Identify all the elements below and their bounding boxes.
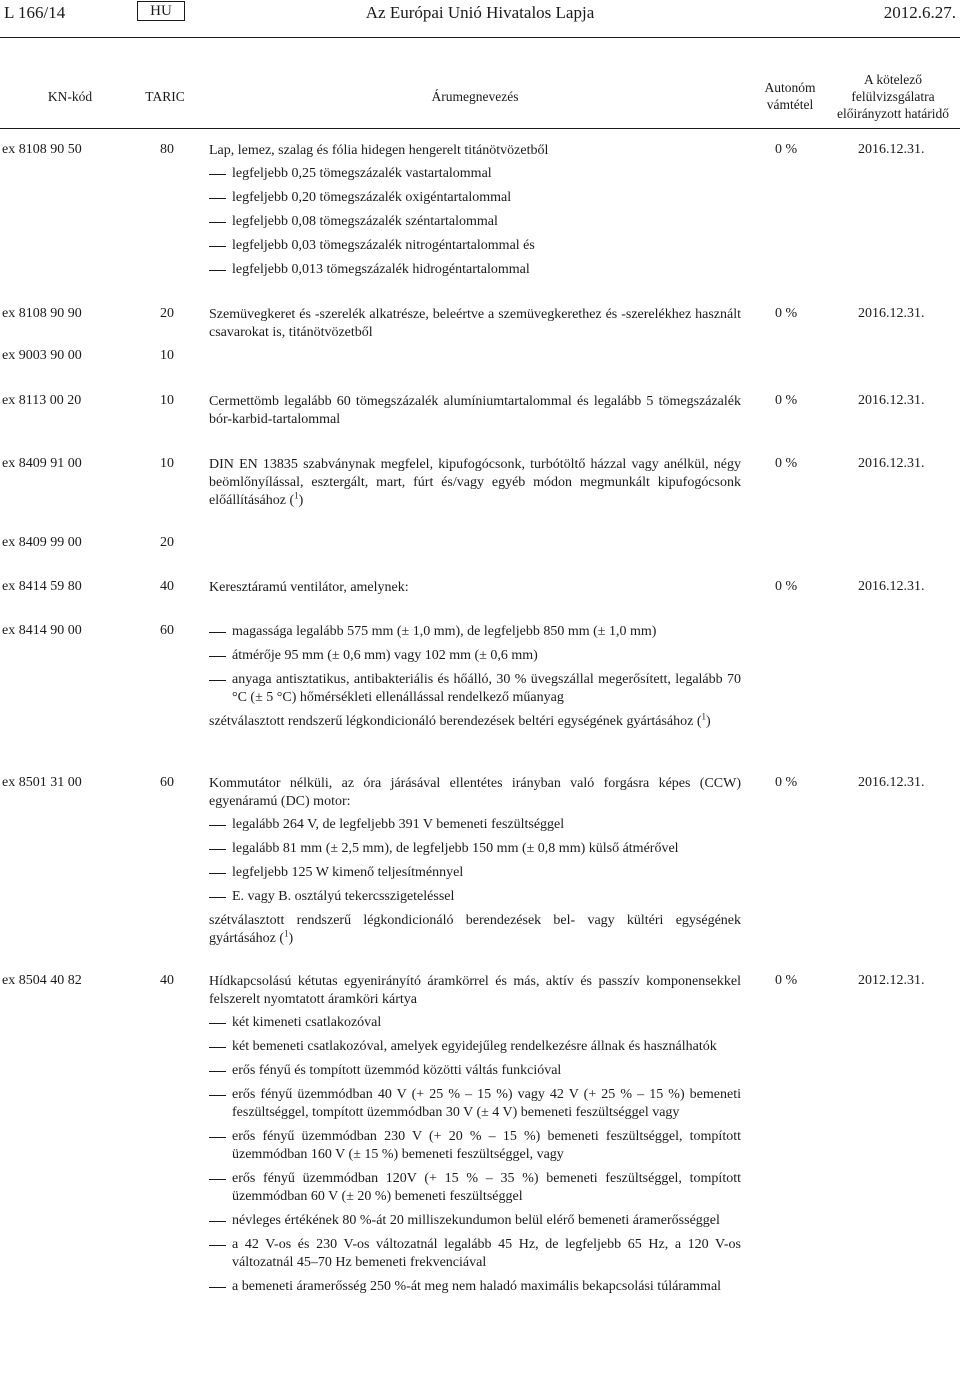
- list-item-text: névleges értékének 80 %-át 20 milliszekundumon belül elérő bemeneti áramerősséggel: [232, 1213, 720, 1228]
- list-item-text: átmérője 95 mm (± 0,6 mm) vagy 102 mm (± 0,6 mm): [232, 648, 538, 663]
- duty-rate: 0 %: [775, 306, 798, 321]
- dash-marker: [209, 1179, 226, 1180]
- dash-marker: [209, 825, 226, 826]
- list-item: [209, 1212, 741, 1230]
- duty-rate: 0 %: [775, 393, 798, 408]
- footnote-ref: 1: [701, 711, 707, 722]
- list-item: [209, 1170, 741, 1206]
- review-date: 2012.12.31.: [858, 973, 925, 988]
- dash-marker: [209, 873, 226, 874]
- list-item-text: a bemeneti áramerősség 250 %-át meg nem haladó maximális bekapcsolási túlárammal: [232, 1279, 722, 1294]
- publication-date: 2012.6.27.: [883, 3, 956, 22]
- list-item-text: legfeljebb 0,20 tömegszázalék oxigéntartalommal: [232, 190, 512, 205]
- kn-code: ex 8113 00 20: [2, 393, 82, 408]
- list-item-text: legalább 264 V, de legfeljebb 391 V bemeneti feszültséggel: [232, 817, 565, 832]
- dash-marker: [209, 174, 226, 175]
- description-text: Cermettömb legalább 60 tömegszázalék alumíniumtartalommal és legalább 5 tömegszázalék bór-karbid-tartalommal: [209, 394, 741, 427]
- list-item-text: két kimeneti csatlakozóval: [232, 1015, 382, 1030]
- description-text: [209, 912, 741, 948]
- list-item: [209, 671, 741, 707]
- dash-marker: [209, 270, 226, 271]
- kn-code: ex 8108 90 50: [2, 142, 82, 157]
- goods-description: [209, 306, 741, 347]
- duty-rate: 0 %: [775, 456, 798, 471]
- taric-code: 40: [160, 579, 174, 594]
- description-text-body: szétválasztott rendszerű légkondicionáló berendezések bel- vagy kültéri egységének gyártásához (: [209, 913, 741, 946]
- duty-rate: 0 %: [775, 973, 798, 988]
- taric-code: 20: [160, 535, 174, 550]
- dash-marker: [209, 1047, 226, 1048]
- kn-code: ex 8409 91 00: [2, 456, 82, 471]
- kn-code: ex 8414 59 80: [2, 579, 82, 594]
- list-item-text: erős fényű üzemmódban 120V (+ 15 % – 35 %) bemeneti feszültséggel, tompított üzemmódban 60 V (± 20 %) bemeneti feszültséggel: [232, 1171, 741, 1204]
- review-date: 2016.12.31.: [858, 306, 925, 321]
- taric-code: 10: [160, 456, 174, 471]
- list-item: [209, 840, 741, 858]
- page-header: [0, 0, 960, 26]
- dash-marker: [209, 656, 226, 657]
- list-item-text: a 42 V-os és 230 V-os változatnál legalább 45 Hz, de legfeljebb 65 Hz, a 120 V-os változatnál 45–70 Hz bemeneti frekvenciával: [232, 1237, 741, 1270]
- review-header-line: előirányzott határidő: [836, 106, 950, 121]
- list-item-text: anyaga antisztatikus, antibakteriális és hőálló, 30 % üvegszállal megerősített, legalább 70 °C (± 5 °C) hőmérsékleti ellenállással rendelkező műanyag: [232, 672, 741, 705]
- list-item-text: legfeljebb 125 W kimenő teljesítménnyel: [232, 865, 464, 880]
- list-item: [209, 165, 741, 183]
- description-text: [209, 713, 741, 731]
- list-item: [209, 261, 741, 279]
- goods-description: [209, 623, 741, 736]
- dash-marker: [209, 680, 226, 681]
- review-date: 2016.12.31.: [858, 142, 925, 157]
- list-item: [209, 1038, 741, 1056]
- taric-code: 80: [160, 142, 174, 157]
- taric-code: 40: [160, 973, 174, 988]
- description-text-body: szétválasztott rendszerű légkondicionáló berendezések beltéri egységének gyártásához (: [209, 714, 702, 729]
- list-item-text: legfeljebb 0,08 tömegszázalék széntartalommal: [232, 214, 498, 229]
- column-header-review-date: [828, 71, 958, 122]
- dash-marker: [209, 1245, 226, 1246]
- list-item: [209, 237, 741, 255]
- footnote-ref: 1: [294, 490, 299, 501]
- kn-code: ex 8414 90 00: [2, 623, 82, 638]
- review-header-line: A kötelező: [863, 72, 923, 87]
- table-top-rule: [0, 37, 960, 38]
- description-text: Lap, lemez, szalag és fólia hidegen hengerelt titánötvözetből: [209, 143, 549, 158]
- list-item-text: E. vagy B. osztályú tekercsszigeteléssel: [232, 889, 455, 904]
- review-date: 2016.12.31.: [858, 393, 925, 408]
- description-text: Szemüvegkeret és -szerelék alkatrésze, beleértve a szemüvegkerethez és -szerelékhez használt csavarokat is, titánötvözetből: [209, 307, 741, 340]
- goods-description: [209, 579, 741, 602]
- dash-marker: [209, 897, 226, 898]
- list-item-text: erős fényű üzemmódban 40 V (+ 25 % – 15 %) vagy 42 V (+ 25 % – 15 %) bemeneti feszültséggel, tompított üzemmódban 30 V (± 4 V) bemeneti feszültséggel vagy: [232, 1087, 741, 1120]
- goods-description: [209, 973, 741, 1302]
- goods-description: [209, 775, 741, 953]
- page-reference: L 166/14: [4, 3, 66, 22]
- list-item: [209, 1128, 741, 1164]
- taric-code: 20: [160, 306, 174, 321]
- dash-marker: [209, 1137, 226, 1138]
- taric-code: 10: [160, 393, 174, 408]
- taric-code: 10: [160, 348, 174, 363]
- column-header-description: Árumegnevezés: [431, 89, 519, 104]
- description-text-end: ): [288, 931, 294, 946]
- journal-title: Az Európai Unió Hivatalos Lapja: [365, 3, 595, 22]
- column-header-rate: [750, 79, 830, 113]
- goods-description: [209, 142, 741, 285]
- kn-code: ex 8409 99 00: [2, 535, 82, 550]
- list-item: [209, 1236, 741, 1272]
- description-text-end: ): [706, 714, 711, 729]
- review-date: 2016.12.31.: [858, 456, 925, 471]
- dash-marker: [209, 222, 226, 223]
- table-header-rule: [0, 128, 960, 129]
- list-item: [209, 189, 741, 207]
- description-text-end: ): [298, 493, 304, 508]
- description-text: [209, 456, 741, 510]
- dash-marker: [209, 1095, 226, 1096]
- list-item: [209, 816, 741, 834]
- language-code-box: HU: [137, 1, 185, 21]
- rate-header-line: vámtétel: [766, 97, 814, 112]
- dash-marker: [209, 198, 226, 199]
- goods-description: [209, 456, 741, 515]
- list-item-text: legfeljebb 0,03 tömegszázalék nitrogéntartalommal és: [232, 238, 535, 253]
- duty-rate: 0 %: [775, 775, 798, 790]
- list-item-text: erős fényű üzemmódban 230 V (+ 20 % – 15 %) bemeneti feszültséggel, tompított üzemmódban 160 V (± 15 %) bemeneti feszültséggel, vagy: [232, 1129, 741, 1162]
- review-date: 2016.12.31.: [858, 579, 925, 594]
- footnote-ref: 1: [284, 928, 289, 939]
- list-item-text: erős fényű és tompított üzemmód közötti váltás funkcióval: [232, 1063, 562, 1078]
- description-text: Keresztáramú ventilátor, amelynek:: [209, 580, 409, 595]
- list-item: [209, 623, 741, 641]
- taric-code: 60: [160, 775, 174, 790]
- list-item-text: legfeljebb 0,013 tömegszázalék hidrogéntartalommal: [232, 262, 530, 277]
- column-header-kn: KN-kód: [47, 89, 93, 104]
- review-header-line: felülvizsgálatra: [851, 89, 935, 104]
- list-item-text: két bemeneti csatlakozóval, amelyek egyidejűleg rendelkezésre állnak és használhatók: [232, 1039, 717, 1054]
- list-item: [209, 864, 741, 882]
- list-item: [209, 1014, 741, 1032]
- taric-code: 60: [160, 623, 174, 638]
- list-item: [209, 1278, 741, 1296]
- list-item: [209, 1062, 741, 1080]
- description-text: Kommutátor nélküli, az óra járásával ellentétes irányban való forgásra képes (CCW) egyenáramú (DC) motor:: [209, 776, 741, 809]
- list-item-text: magassága legalább 575 mm (± 1,0 mm), de legfeljebb 850 mm (± 1,0 mm): [232, 624, 657, 639]
- kn-code: ex 9003 90 00: [2, 348, 82, 363]
- dash-marker: [209, 1221, 226, 1222]
- list-item: [209, 888, 741, 906]
- list-item: [209, 213, 741, 231]
- list-item: [209, 647, 741, 665]
- kn-code: ex 8501 31 00: [2, 775, 82, 790]
- duty-rate: 0 %: [775, 579, 798, 594]
- goods-description: [209, 393, 741, 434]
- description-text: Hídkapcsolású kétutas egyenirányító áramkörrel és más, aktív és passzív komponensekkel felszerelt nyomtatott áramköri kártya: [209, 974, 741, 1007]
- dash-marker: [209, 632, 226, 633]
- list-item-text: legfeljebb 0,25 tömegszázalék vastartalommal: [232, 166, 492, 181]
- kn-code: ex 8108 90 90: [2, 306, 82, 321]
- dash-marker: [209, 246, 226, 247]
- dash-marker: [209, 849, 226, 850]
- kn-code: ex 8504 40 82: [2, 973, 82, 988]
- dash-marker: [209, 1023, 226, 1024]
- list-item-text: legalább 81 mm (± 2,5 mm), de legfeljebb 150 mm (± 0,8 mm) külső átmérővel: [232, 841, 679, 856]
- description-text-body: DIN EN 13835 szabványnak megfelel, kipufogócsonk, turbótöltő házzal vagy anélkül, négy beömlőnyílással, esztergált, mart, fúrt és/vagy egyéb módon megmunkált kipufogócsonk előállításához (: [209, 457, 741, 508]
- dash-marker: [209, 1071, 226, 1072]
- dash-marker: [209, 1287, 226, 1288]
- list-item: [209, 1086, 741, 1122]
- column-header-taric: TARIC: [145, 89, 185, 104]
- duty-rate: 0 %: [775, 142, 798, 157]
- rate-header-line: Autonóm: [764, 80, 816, 95]
- review-date: 2016.12.31.: [858, 775, 925, 790]
